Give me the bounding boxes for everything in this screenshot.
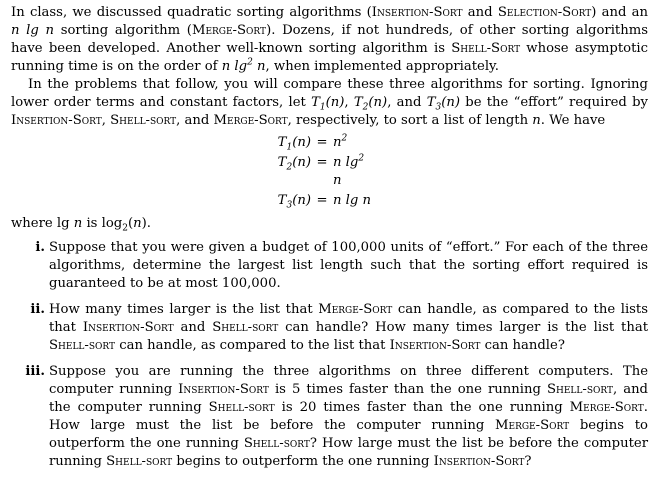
- math-base: T: [277, 155, 287, 170]
- math-base: T: [426, 95, 436, 110]
- math-expression: [222, 59, 266, 74]
- algorithm-name: Insertion-Sort: [371, 5, 463, 20]
- math-subscript: 3: [435, 102, 442, 113]
- text-run: can handle? How many times larger is the list that: [278, 320, 648, 335]
- text-run: sorting algorithm (: [54, 23, 192, 38]
- equation-rhs: [333, 154, 373, 190]
- equation-lhs: [11, 154, 311, 190]
- equation-lhs: [11, 192, 311, 210]
- question-iii: [11, 363, 648, 471]
- text-run: be the “effort” required by: [460, 95, 649, 110]
- math-tail: n: [333, 173, 342, 188]
- math-subscript: 2: [286, 162, 293, 173]
- math-expression: [311, 95, 345, 113]
- math-superscript: 2: [247, 57, 253, 68]
- text-run: where lg: [11, 216, 74, 231]
- math-variable: n: [73, 216, 83, 231]
- text-run: can handle?: [480, 338, 565, 353]
- question-i: [11, 239, 648, 293]
- text-run: . We have: [540, 113, 606, 128]
- math-tail: (n): [441, 95, 461, 110]
- text-run: , respectively, to sort a list of length: [287, 113, 533, 128]
- equation-operator: =: [316, 193, 328, 208]
- math-base: T: [277, 135, 287, 150]
- equation-operator: =: [316, 135, 328, 150]
- algorithm-name: Merge-Sort: [569, 400, 644, 415]
- algorithm-name: Shell-sort: [49, 338, 116, 353]
- algorithm-name: Merge-Sort: [213, 113, 288, 128]
- algorithm-name: Shell-sort: [208, 400, 275, 415]
- question-number: iii.: [25, 364, 45, 379]
- math-subscript: 3: [286, 200, 293, 211]
- algorithm-name: Selection-Sort: [497, 5, 592, 20]
- math-superscript: 2: [341, 133, 348, 144]
- text-run: begins to outperform the one running: [172, 454, 434, 469]
- math-subscript: 1: [319, 102, 326, 113]
- math-expression: n lg n: [11, 23, 55, 38]
- math-tail: (n): [292, 155, 311, 170]
- algorithm-name: Shell-sort: [243, 436, 310, 451]
- equation-rhs: [333, 134, 373, 152]
- equation-lhs: [11, 134, 311, 152]
- algorithm-name: Insertion-Sort: [82, 320, 174, 335]
- equation-rhs: [333, 192, 373, 210]
- text-run: , and: [176, 113, 214, 128]
- math-base: n lg: [221, 59, 248, 74]
- math-subscript: 1: [286, 142, 293, 153]
- equation-block: [11, 134, 648, 210]
- algorithm-name: Insertion-Sort: [178, 382, 269, 397]
- text-run: is log: [82, 216, 123, 231]
- math-base: T: [311, 95, 320, 110]
- question-text: Suppose that you were given a budget of 100,000 units of “effort.” For each of the three algorithms, determine the largest list length such that the sorting effort required is guaranteed to be at most 100,000.: [49, 240, 648, 291]
- math-tail: (n): [368, 95, 388, 110]
- text-run: and: [462, 5, 498, 20]
- text-run: ,: [101, 113, 111, 128]
- math-base: n lg n: [333, 193, 372, 208]
- text-run: can handle, as compared to the list that: [115, 338, 390, 353]
- intro-paragraph-2: [11, 76, 648, 130]
- algorithm-name: Shell-sort: [546, 382, 613, 397]
- text-run: is 5 times faster than the one running: [268, 382, 547, 397]
- text-run: In the problems that follow, you will compare these three algorithms for sorting. Ignoring lower order terms and constant factors, let: [11, 77, 648, 110]
- question-ii: [11, 301, 648, 355]
- math-subscript: 2: [122, 223, 128, 234]
- question-number: ii.: [30, 302, 45, 317]
- algorithm-name: Merge-Sort: [318, 302, 393, 317]
- algorithm-name: Shell-sort: [110, 113, 177, 128]
- algorithm-name: Shell-Sort: [451, 41, 521, 56]
- algorithm-name: Shell-sort: [106, 454, 173, 469]
- math-base: T: [353, 95, 363, 110]
- math-tail: (n): [292, 193, 311, 208]
- algorithm-name: Merge-Sort: [495, 418, 570, 433]
- math-expression: [353, 95, 388, 113]
- text-run: and: [173, 320, 213, 335]
- text-run: ?: [524, 454, 532, 469]
- text-run: , and: [387, 95, 427, 110]
- algorithm-name: Insertion-Sort: [11, 113, 102, 128]
- math-base: n lg: [333, 155, 359, 170]
- where-clause: [11, 215, 648, 233]
- math-tail: (n): [325, 95, 345, 110]
- text-run: can handle, as compared to the lists that: [49, 302, 648, 335]
- text-run: , when implemented appropriately.: [265, 59, 499, 74]
- text-run: begins to outperform the one running: [49, 418, 648, 451]
- math-variable: n: [532, 113, 541, 128]
- text-run: ). Dozens, if not hundreds, of other sorting algorithms have been developed. Another well-known sorting algorithm is: [11, 23, 649, 56]
- math-base: T: [277, 193, 287, 208]
- algorithm-name: Insertion-Sort: [389, 338, 481, 353]
- text-run: ) and an: [591, 5, 649, 20]
- intro-paragraph-1: [11, 4, 648, 76]
- text-run: is 20 times faster than the one running: [274, 400, 570, 415]
- math-variable: n: [133, 216, 142, 231]
- text-run: ,: [344, 95, 354, 110]
- math-tail: (n): [292, 135, 311, 150]
- text-run: ).: [141, 216, 151, 231]
- text-run: whose asymptotic running time is on the order of: [11, 41, 648, 74]
- equation-operator: =: [316, 155, 328, 170]
- math-base: n: [333, 135, 342, 150]
- text-run: (: [127, 216, 134, 231]
- text-run: In class, we discussed quadratic sorting algorithms (: [11, 5, 372, 20]
- question-text: [49, 363, 648, 471]
- algorithm-name: Merge-Sort: [191, 23, 267, 38]
- text-run: How many times larger is the list that: [49, 302, 319, 317]
- math-superscript: 2: [358, 153, 365, 164]
- algorithm-name: Insertion-Sort: [433, 454, 525, 469]
- text-run: . How large must the list be before the computer running: [49, 400, 648, 433]
- math-expression: [426, 95, 461, 113]
- text-run: , and the computer running: [49, 382, 648, 415]
- question-text: [49, 301, 648, 355]
- text-run: ? How large must the list be before the computer running: [49, 436, 649, 469]
- algorithm-name: Shell-sort: [212, 320, 279, 335]
- math-subscript: 2: [362, 102, 369, 113]
- text-run: Suppose you are running the three algorithms on three different computers. The computer running: [49, 364, 648, 397]
- question-number: i.: [35, 240, 45, 255]
- math-tail: n: [252, 59, 266, 74]
